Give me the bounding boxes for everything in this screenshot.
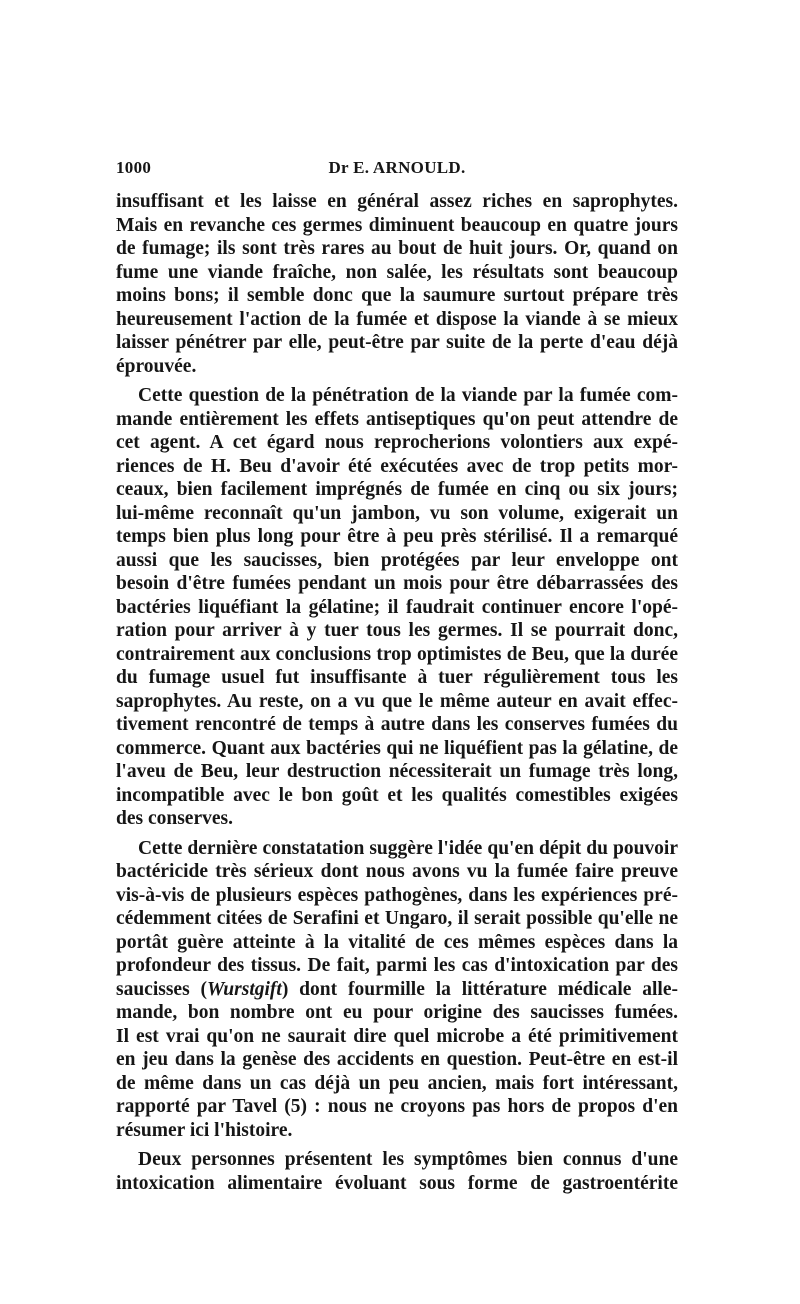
text-line: Il est vrai qu'on ne saurait dire quel microbe a été primitivement (116, 1025, 678, 1047)
paragraph-3 (116, 837, 678, 1143)
text-line: mande entièrement les effets antiseptiques qu'on peut attendre de (116, 408, 678, 430)
italic-term-wurstgift: Wurstgift (207, 978, 282, 1000)
text-line: heureusement l'action de la fumée et dispose la viande à se mieux (116, 308, 678, 330)
paragraph-4 (116, 1148, 678, 1195)
text-line: intoxication alimentaire évoluant sous forme de gastroentérite (116, 1172, 678, 1194)
text-line: éprouvée. (116, 355, 197, 377)
text-line: portât guère atteinte à la vitalité de ces mêmes espèces dans la (116, 931, 678, 953)
text-line: l'aveu de Beu, leur destruction nécessiterait un fumage très long, (116, 761, 678, 782)
text-line: de fumage; ils sont très rares au bout de huit jours. Or, quand on (116, 238, 678, 259)
paragraph-2 (116, 384, 678, 831)
text-line: incompatible avec le bon goût et les qualités comestibles exigées (116, 784, 678, 806)
text-line: vis-à-vis de plusieurs espèces pathogènes, dans les expériences pré- (116, 884, 678, 906)
text-line: résumer ici l'histoire. (116, 1119, 293, 1141)
text-line: en jeu dans la genèse des accidents en question. Peut-être en est-il (116, 1049, 678, 1070)
text-line: rapporté par Tavel (5) : nous ne croyons pas hors de propos d'en (116, 1096, 678, 1117)
text-line: temps bien plus long pour être à peu près stérilisé. Il a remarqué (116, 526, 678, 547)
running-head: Dr E. ARNOULD. (328, 158, 466, 177)
text-line: contrairement aux conclusions trop optimistes de Beu, que la durée (116, 643, 678, 665)
text-line: cet agent. A cet égard nous reprocherions volontiers aux expé- (116, 432, 678, 453)
text-fragment: ) dont fourmille la littérature médicale alle- (281, 978, 679, 1000)
text-line-with-italic (116, 978, 678, 1002)
text-line: laisser pénétrer par elle, peut-être par suite de la perte d'eau déjà (116, 332, 678, 353)
text-line: saprophytes. Au reste, on a vu que le même auteur en avait effec- (116, 690, 678, 712)
page-number: 1000 (116, 158, 152, 177)
text-line: des conserves. (116, 808, 233, 829)
text-line: mande, bon nombre ont eu pour origine des saucisses fumées. (116, 1002, 678, 1023)
text-line: Mais en revanche ces germes diminuent beaucoup en quatre jours (116, 214, 678, 236)
text-line: Deux personnes présentent les symptômes bien connus d'une (138, 1149, 678, 1170)
text-line: de même dans un cas déjà un peu ancien, mais fort intéressant, (116, 1072, 678, 1094)
text-line: bactéries liquéfiant la gélatine; il faudrait continuer encore l'opé- (116, 596, 678, 618)
text-line: riences de H. Beu d'avoir été exécutées avec de trop petits mor- (116, 455, 678, 477)
text-line: tivement rencontré de temps à autre dans les conserves fumées du (116, 714, 678, 735)
text-line: moins bons; il semble donc que la saumure surtout prépare très (116, 285, 678, 306)
paragraph-1 (116, 190, 678, 378)
text-fragment: saucisses ( (116, 978, 208, 1000)
text-line: profondeur des tissus. De fait, parmi les cas d'intoxication par des (116, 955, 678, 976)
text-line: lui-même reconnaît qu'un jambon, vu son volume, exigerait un (116, 502, 678, 524)
text-line: Cette dernière constatation suggère l'idée qu'en dépit du pouvoir (138, 837, 678, 859)
text-line: cédemment citées de Serafini et Ungaro, il serait possible qu'elle ne (116, 908, 678, 929)
text-line: fume une viande fraîche, non salée, les résultats sont beaucoup (116, 261, 678, 283)
body-text (116, 190, 678, 1201)
text-line: commerce. Quant aux bactéries qui ne liquéfient pas la gélatine, de (116, 737, 678, 759)
text-line: Cette question de la pénétration de la viande par la fumée com- (138, 385, 678, 406)
text-line: bactéricide très sérieux dont nous avons vu la fumée faire preuve (116, 861, 678, 882)
text-line: ration pour arriver à y tuer tous les germes. Il se pourrait donc, (116, 620, 678, 641)
text-line: aussi que les saucisses, bien protégées par leur enveloppe ont (116, 549, 678, 571)
text-line: ceaux, bien facilement imprégnés de fumée en cinq ou six jours; (116, 479, 678, 500)
text-line: insuffisant et les laisse en général assez riches en saprophytes. (116, 191, 678, 212)
text-line: du fumage usuel fut insuffisante à tuer régulièrement tous les (116, 667, 678, 688)
text-line: besoin d'être fumées pendant un mois pour être débarrassées des (116, 573, 678, 594)
